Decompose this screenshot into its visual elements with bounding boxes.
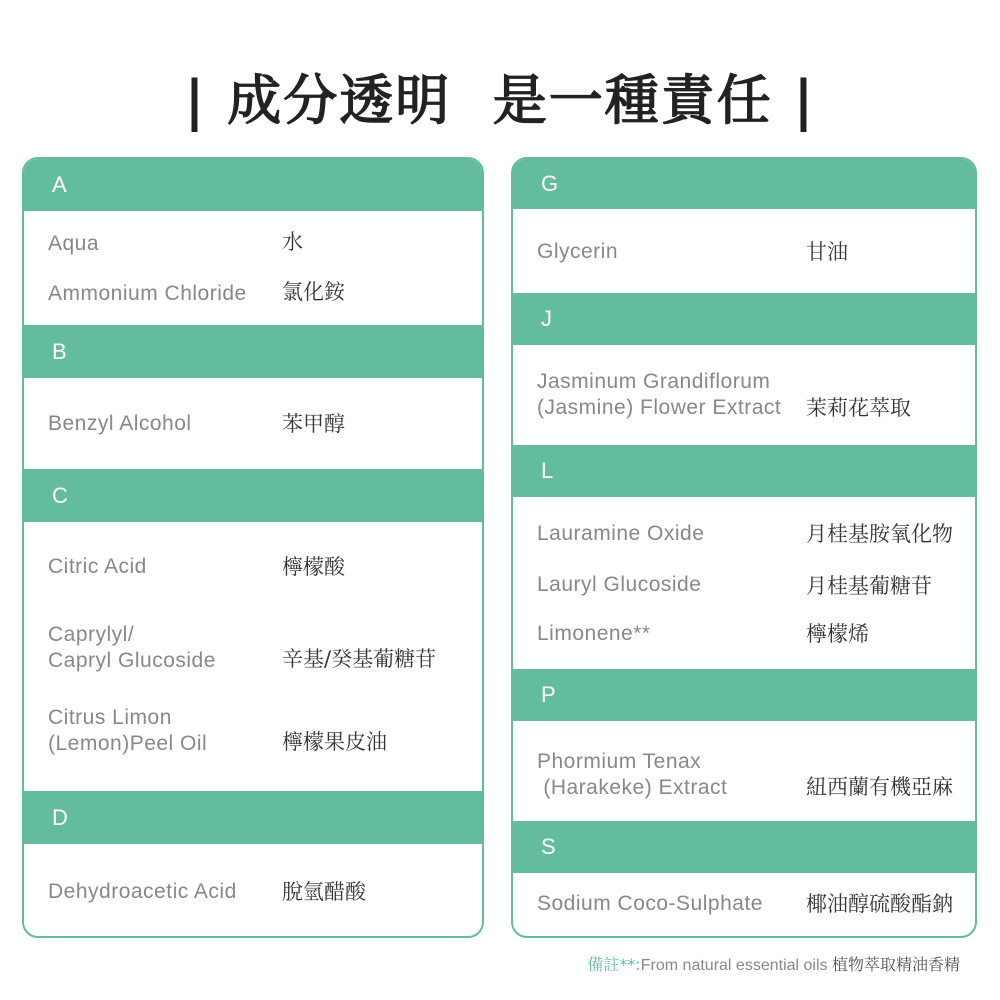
ingredient-zh: 椰油醇硫酸酯鈉 (806, 892, 953, 916)
ingredient-zh: 水 (282, 230, 303, 254)
ingredient-zh: 脫氫醋酸 (282, 880, 366, 904)
ingredient-en: Lauryl Glucoside (537, 573, 702, 596)
ingredient-zh: 苯甲醇 (282, 412, 345, 436)
ingredient-en: Dehydroacetic Acid (48, 880, 237, 903)
section-header-g: G (513, 159, 975, 209)
ingredient-zh: 茉莉花萃取 (806, 396, 911, 420)
ingredient-en: Citrus Limon (Lemon)Peel Oil (48, 706, 208, 755)
ingredients-panel-right (511, 157, 977, 938)
ingredient-zh: 檸檬酸 (282, 555, 345, 579)
section-header-l: L (513, 445, 975, 497)
ingredient-zh: 辛基/癸基葡糖苷 (282, 647, 437, 671)
ingredient-en: Jasminum Grandiflorum (Jasmine) Flower Extract (537, 370, 782, 419)
page-title: | 成分透明 是一種責任 | (184, 69, 816, 132)
ingredient-zh: 檸檬烯 (806, 622, 869, 646)
section-header-p: P (513, 669, 975, 721)
section-header-c: C (24, 469, 482, 522)
ingredient-zh: 月桂基葡糖苷 (806, 574, 932, 598)
ingredient-en: Ammonium Chloride (48, 282, 247, 305)
footnote-chinese: 植物萃取精油香精 (831, 955, 960, 974)
ingredient-en: Aqua (48, 232, 100, 255)
ingredient-zh: 紐西蘭有機亞麻 (806, 775, 953, 799)
ingredient-en: Citric Acid (48, 555, 147, 578)
ingredient-en: Benzyl Alcohol (48, 412, 192, 435)
section-header-b: B (24, 325, 482, 378)
footnote-english: From natural essential oils (640, 957, 828, 974)
ingredient-zh: 月桂基胺氧化物 (806, 522, 953, 546)
ingredient-en: Sodium Coco-Sulphate (537, 892, 763, 915)
ingredient-zh: 氯化銨 (282, 280, 345, 304)
section-header-j: J (513, 293, 975, 345)
ingredients-panel-left (22, 157, 484, 938)
ingredient-en: Limonene** (537, 622, 651, 645)
ingredient-en: Glycerin (537, 240, 619, 263)
ingredient-en: Lauramine Oxide (537, 522, 705, 545)
footnote-prefix: 備註**: (587, 955, 641, 974)
ingredient-zh: 甘油 (806, 240, 848, 264)
ingredient-en: Caprylyl/ Capryl Glucoside (48, 623, 216, 672)
section-header-a: A (24, 159, 482, 211)
section-header-s: S (513, 821, 975, 873)
section-header-d: D (24, 791, 482, 844)
footnote (587, 952, 960, 975)
ingredient-en: Phormium Tenax (Harakeke) Extract (537, 750, 728, 799)
ingredient-zh: 檸檬果皮油 (282, 730, 387, 754)
